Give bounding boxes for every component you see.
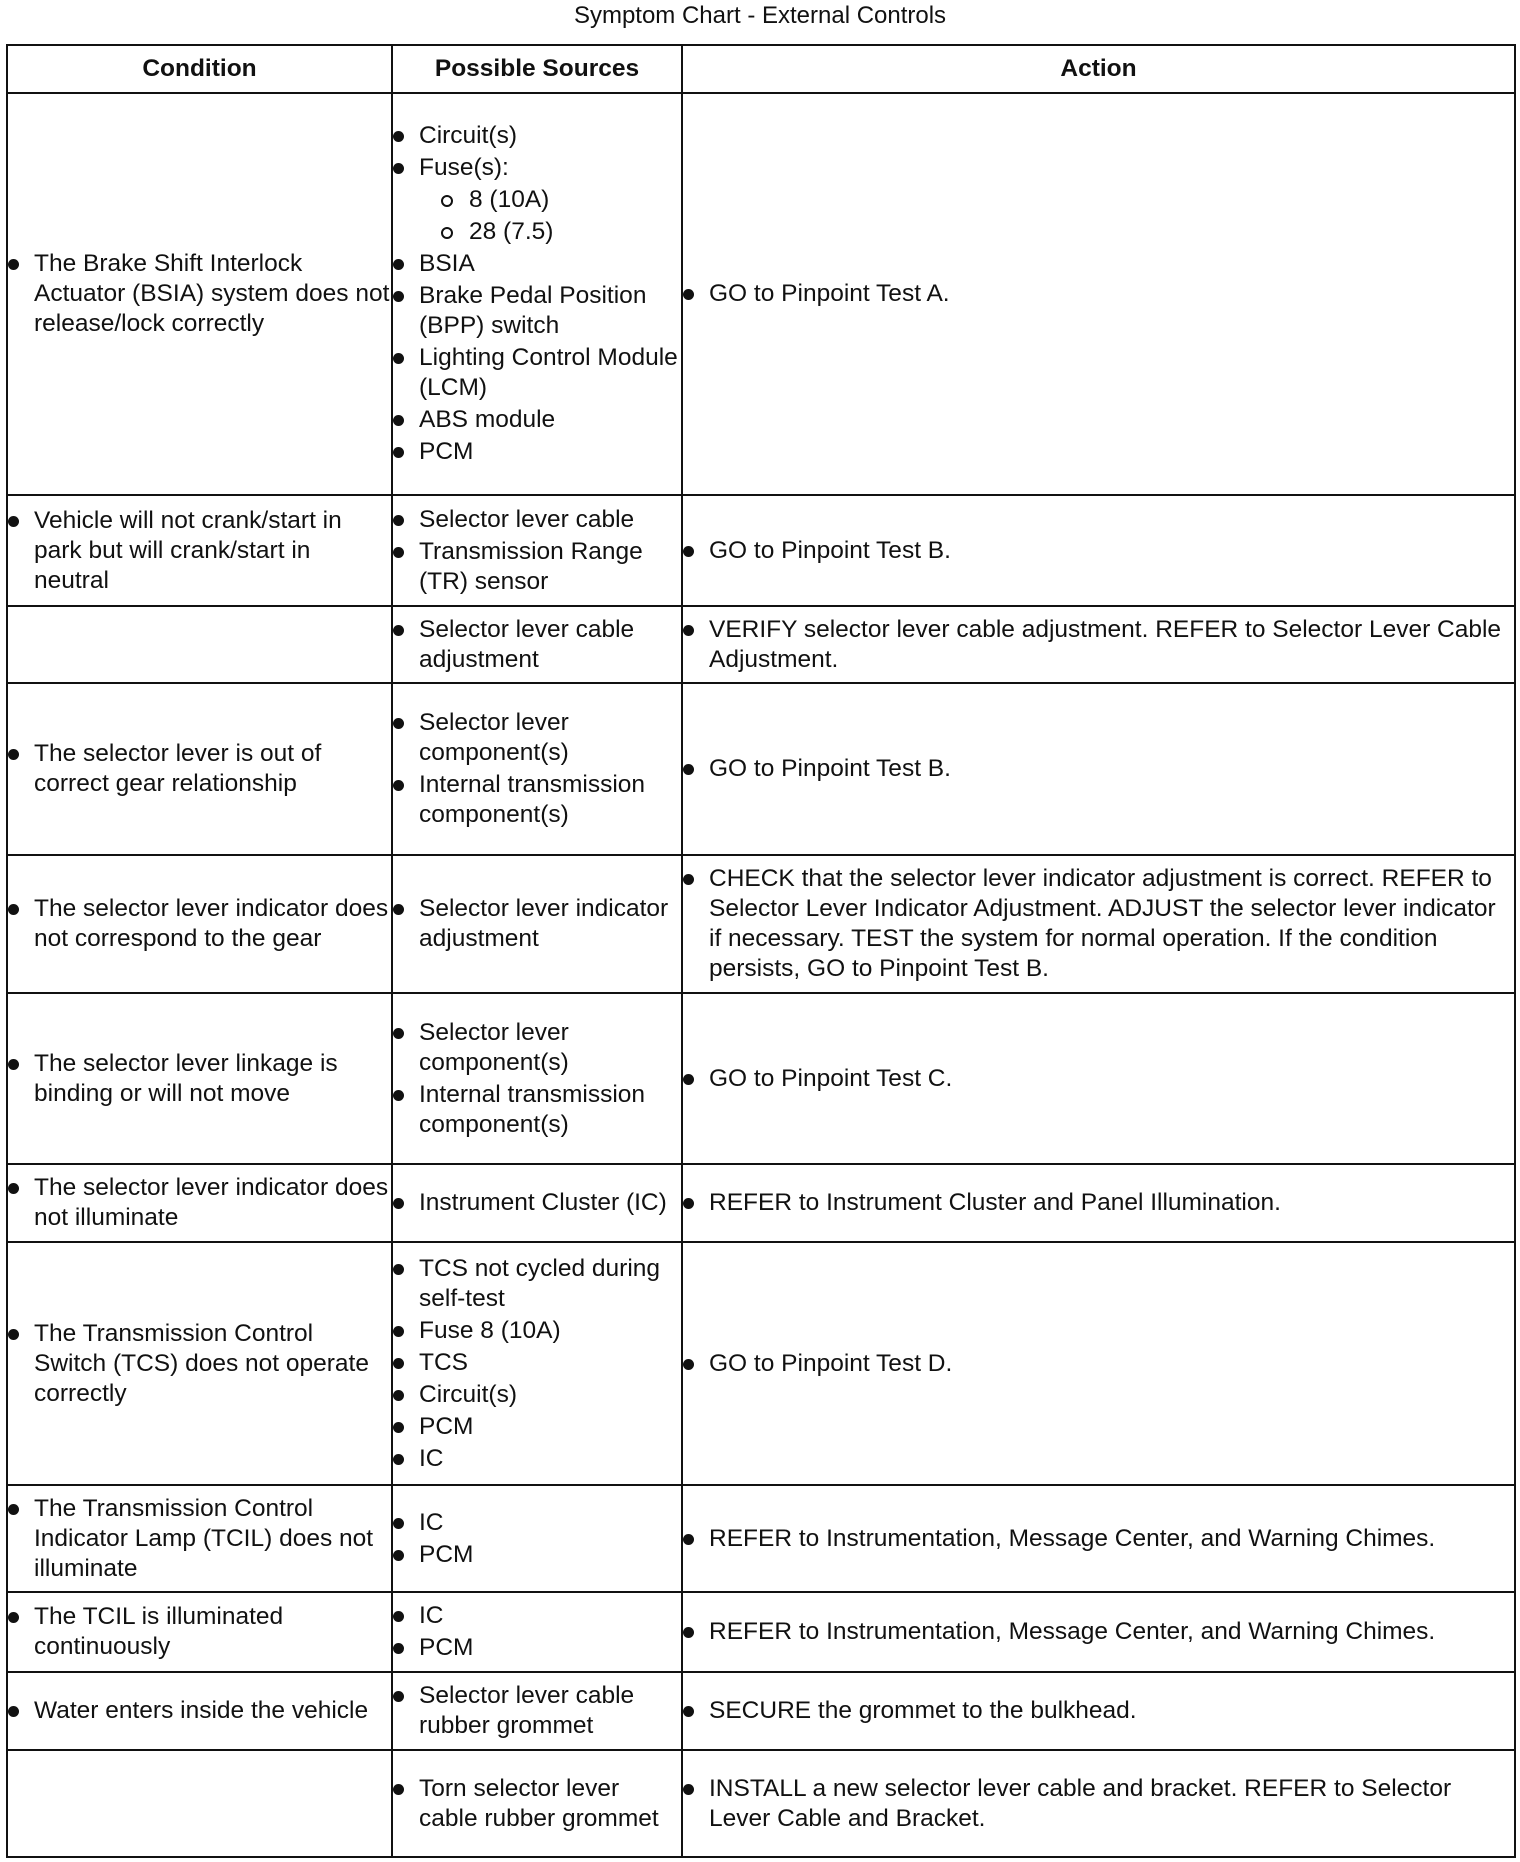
sources-cell	[392, 1592, 682, 1672]
sources-cell	[392, 993, 682, 1164]
source-item: Selector lever cable adjustment	[393, 615, 681, 675]
source-item-label: Fuse(s):	[419, 154, 509, 181]
source-item: Selector lever component(s)	[393, 1018, 681, 1078]
source-item: Lighting Control Module (LCM)	[393, 343, 681, 403]
condition-text: The selector lever linkage is binding or will not move	[8, 1049, 391, 1109]
condition-text: Water enters inside the vehicle	[8, 1696, 391, 1726]
source-item: Circuit(s)	[393, 1380, 681, 1410]
action-text: GO to Pinpoint Test D.	[683, 1349, 1514, 1379]
source-item: Selector lever cable rubber grommet	[393, 1681, 681, 1741]
condition-text: The Transmission Control Indicator Lamp (TCIL) does not illuminate	[8, 1494, 391, 1584]
header-action: Action	[682, 45, 1515, 93]
action-text: GO to Pinpoint Test C.	[683, 1064, 1514, 1094]
action-cell	[682, 1485, 1515, 1592]
source-item: PCM	[393, 1540, 681, 1570]
symptom-chart-table	[6, 44, 1516, 1858]
action-cell	[682, 1242, 1515, 1485]
action-text: SECURE the grommet to the bulkhead.	[683, 1696, 1514, 1726]
source-item: TCS	[393, 1348, 681, 1378]
table-row	[7, 993, 1515, 1164]
action-cell	[682, 1592, 1515, 1672]
source-item	[393, 153, 681, 247]
action-text: VERIFY selector lever cable adjustment. REFER to Selector Lever Cable Adjustment.	[683, 615, 1514, 675]
table-row	[7, 1164, 1515, 1242]
source-item: Transmission Range (TR) sensor	[393, 537, 681, 597]
condition-text: The TCIL is illuminated continuously	[8, 1602, 391, 1662]
chart-title: Symptom Chart - External Controls	[573, 2, 947, 29]
action-cell	[682, 495, 1515, 606]
source-item: Fuse 8 (10A)	[393, 1316, 681, 1346]
action-cell	[682, 1750, 1515, 1857]
source-item: IC	[393, 1601, 681, 1631]
condition-cell	[7, 1242, 392, 1485]
table-row	[7, 1672, 1515, 1750]
condition-text: The selector lever indicator does not illuminate	[8, 1173, 391, 1233]
action-text: CHECK that the selector lever indicator adjustment is correct. REFER to Selector Lever Indicator Adjustment. ADJUST the selector lever indicator if necessary. TEST the system for normal operation. If the condition persists, GO to Pinpoint Test B.	[683, 864, 1514, 984]
sources-cell	[392, 1164, 682, 1242]
table-row	[7, 606, 1515, 683]
action-text: GO to Pinpoint Test B.	[683, 754, 1514, 784]
source-item: Brake Pedal Position (BPP) switch	[393, 281, 681, 341]
source-item: PCM	[393, 437, 681, 467]
sources-cell	[392, 93, 682, 495]
action-cell	[682, 683, 1515, 855]
header-condition: Condition	[7, 45, 392, 93]
table-row	[7, 1750, 1515, 1857]
fuse-item: 28 (7.5)	[419, 217, 681, 247]
condition-cell	[7, 93, 392, 495]
source-item: Torn selector lever cable rubber grommet	[393, 1774, 681, 1834]
table-row	[7, 683, 1515, 855]
source-item: PCM	[393, 1633, 681, 1663]
sources-cell	[392, 606, 682, 683]
source-item: IC	[393, 1508, 681, 1538]
table-row	[7, 495, 1515, 606]
source-item: BSIA	[393, 249, 681, 279]
action-cell	[682, 1672, 1515, 1750]
condition-text: The selector lever is out of correct gear relationship	[8, 739, 391, 799]
action-text: INSTALL a new selector lever cable and bracket. REFER to Selector Lever Cable and Bracket.	[683, 1774, 1514, 1834]
action-cell	[682, 855, 1515, 993]
condition-cell	[7, 1672, 392, 1750]
action-cell	[682, 993, 1515, 1164]
source-item: IC	[393, 1444, 681, 1474]
condition-text: The Transmission Control Switch (TCS) does not operate correctly	[8, 1319, 391, 1409]
condition-cell	[7, 1592, 392, 1672]
condition-text: Vehicle will not crank/start in park but will crank/start in neutral	[8, 506, 391, 596]
condition-cell	[7, 683, 392, 855]
table-row	[7, 1485, 1515, 1592]
sources-cell	[392, 1672, 682, 1750]
table-row	[7, 1242, 1515, 1485]
condition-cell	[7, 606, 392, 683]
table-row	[7, 93, 1515, 495]
action-text: REFER to Instrument Cluster and Panel Illumination.	[683, 1188, 1514, 1218]
source-item: Instrument Cluster (IC)	[393, 1188, 681, 1218]
source-item: Internal transmission component(s)	[393, 1080, 681, 1140]
condition-cell	[7, 1164, 392, 1242]
sources-cell	[392, 683, 682, 855]
action-text: GO to Pinpoint Test A.	[683, 279, 1514, 309]
action-text: REFER to Instrumentation, Message Center, and Warning Chimes.	[683, 1617, 1514, 1647]
condition-cell	[7, 855, 392, 993]
table-row	[7, 1592, 1515, 1672]
action-cell	[682, 606, 1515, 683]
table-header-row	[7, 45, 1515, 93]
source-item: Circuit(s)	[393, 121, 681, 151]
fuse-item: 8 (10A)	[419, 185, 681, 215]
sources-cell	[392, 495, 682, 606]
condition-text: The selector lever indicator does not correspond to the gear	[8, 894, 391, 954]
action-cell	[682, 1164, 1515, 1242]
sources-cell	[392, 855, 682, 993]
source-item: TCS not cycled during self-test	[393, 1254, 681, 1314]
source-item: Selector lever component(s)	[393, 708, 681, 768]
source-item: Internal transmission component(s)	[393, 770, 681, 830]
condition-text: The Brake Shift Interlock Actuator (BSIA) system does not release/lock correctly	[8, 249, 391, 339]
action-text: REFER to Instrumentation, Message Center, and Warning Chimes.	[683, 1524, 1514, 1554]
action-cell	[682, 93, 1515, 495]
condition-cell	[7, 1485, 392, 1592]
condition-cell	[7, 495, 392, 606]
source-item: ABS module	[393, 405, 681, 435]
condition-cell	[7, 993, 392, 1164]
source-item: PCM	[393, 1412, 681, 1442]
condition-cell	[7, 1750, 392, 1857]
sources-cell	[392, 1750, 682, 1857]
table-row	[7, 855, 1515, 993]
sources-cell	[392, 1242, 682, 1485]
source-item: Selector lever cable	[393, 505, 681, 535]
header-possible-sources: Possible Sources	[392, 45, 682, 93]
action-text: GO to Pinpoint Test B.	[683, 536, 1514, 566]
sources-cell	[392, 1485, 682, 1592]
source-item: Selector lever indicator adjustment	[393, 894, 681, 954]
